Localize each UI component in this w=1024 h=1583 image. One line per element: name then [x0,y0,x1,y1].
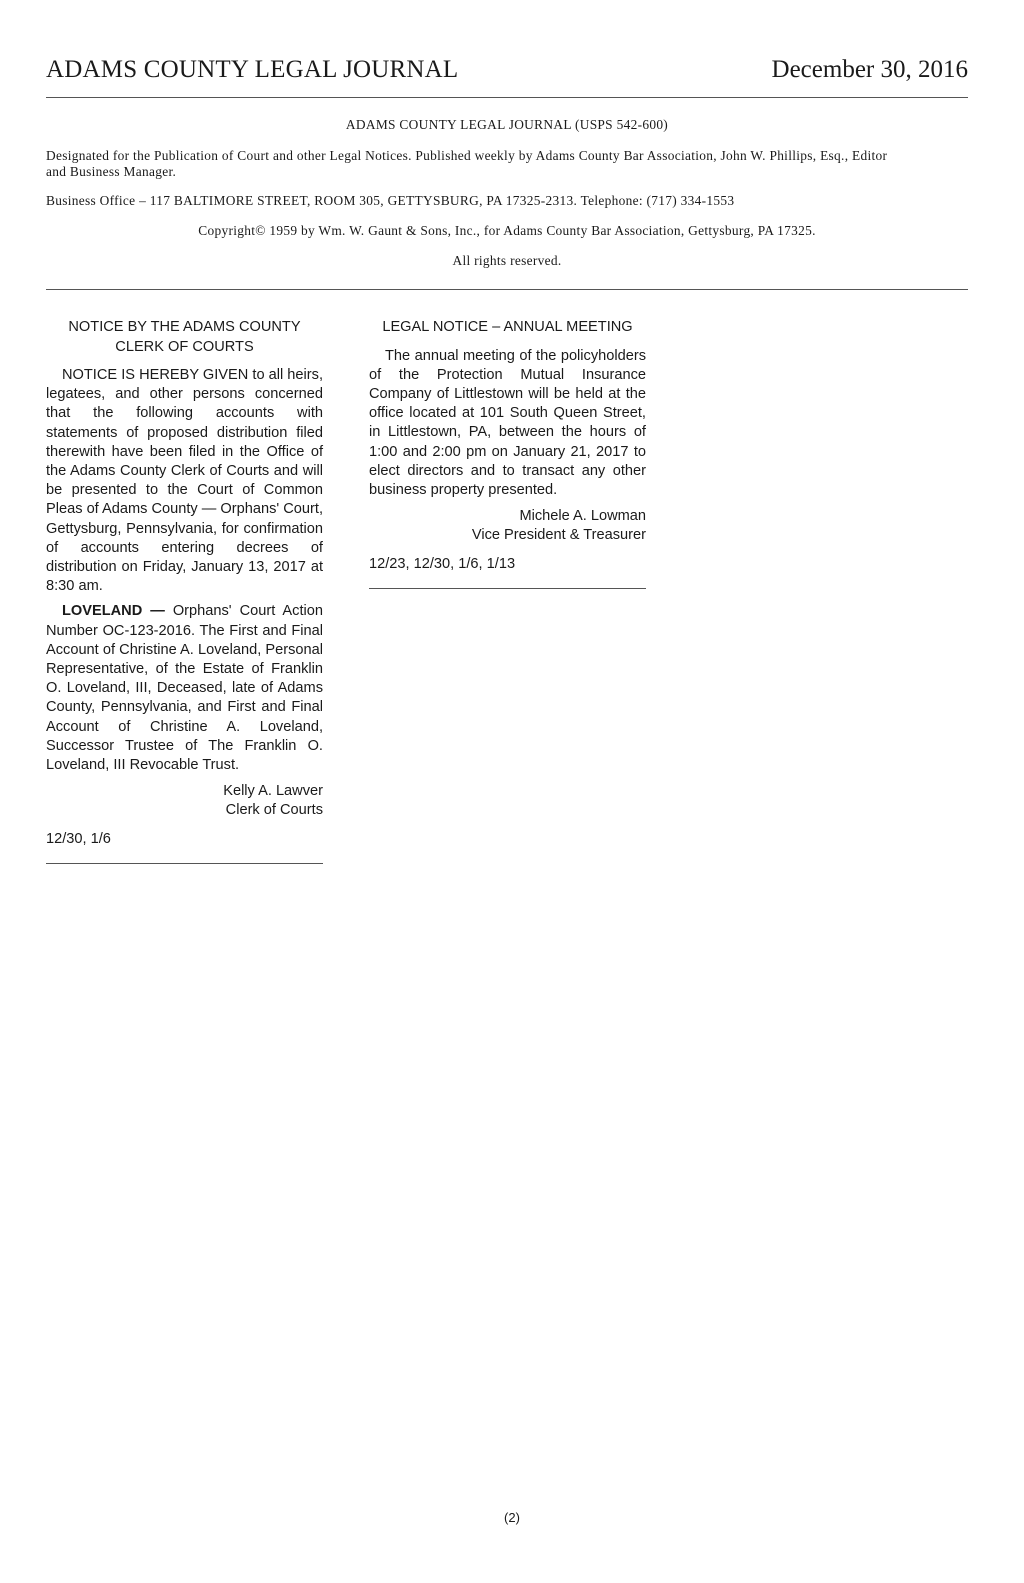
publication-description: Designated for the Publication of Court and other Legal Notices. Published weekly by Adams County Bar Association, John W. Phillips, Esq., Editor and Business Manager. [46,148,888,179]
journal-title: ADAMS COUNTY LEGAL JOURNAL [46,56,459,83]
notice-end-rule [46,863,323,864]
publication-dates: 12/23, 12/30, 1/6, 1/13 [369,555,516,572]
page-number: (2) [504,1510,520,1525]
signature-block [46,782,323,820]
header-divider [46,97,968,98]
signer-title: Clerk of Courts [225,802,323,819]
estate-name: LOVELAND — [62,603,165,620]
estate-text: Orphans' Court Action Number OC-123-2016. The First and Final Account of Christine A. Loveland, Personal Representative, of the Estate of Franklin O. Loveland, III, Deceased, late of Adams County, Pennsylvania, and First and Final Account of Christine A. Loveland, Successor Trustee of The Franklin O. Loveland, III Revocable Trust. [46,603,323,774]
notice-body: The annual meeting of the policyholders of the Protection Mutual Insurance Company of Littlestown will be held at the office located at 101 South Queen Street, in Littlestown, PA, between the hours of 1:00 and 2:00 pm on January 21, 2017 to elect directors and to transact any other business property presented. [369,347,646,498]
masthead-divider [46,289,968,290]
notice-heading [46,318,323,357]
publication-line: ADAMS COUNTY LEGAL JOURNAL (USPS 542-600) [345,117,669,132]
notice-heading-line1: NOTICE BY THE ADAMS COUNTY [68,319,301,335]
notice-heading-line2: CLERK OF COURTS [115,338,254,355]
publication-dates: 12/30, 1/6 [46,830,111,847]
notice-end-rule [369,588,646,589]
business-office-line: Business Office – 117 BALTIMORE STREET, ROOM 305, GETTYSBURG, PA 17325-2313. Telephone: (717) 334-1553 [46,193,735,208]
signature-block [369,507,646,545]
copyright-line: Copyright© 1959 by Wm. W. Gaunt & Sons, Inc., for Adams County Bar Association, Gettysburg, PA 17325. [198,223,816,238]
notice-heading: LEGAL NOTICE – ANNUAL MEETING [382,319,633,335]
clerk-of-courts-notice [46,318,323,864]
notice-body: NOTICE IS HEREBY GIVEN to all heirs, legatees, and other persons concerned that the following accounts with statements of proposed distribution filed therewith have been filed in the Office of the Adams County Clerk of Courts and will be presented to the Court of Common Pleas of Adams County — Orphans' Court, Gettysburg, Pennsylvania, for confirmation of accounts entering decrees of distribution on Friday, January 13, 2017 at 8:30 am. [46,367,323,595]
page-header [46,56,968,96]
signer-name: Michele A. Lowman [519,508,646,525]
signer-name: Kelly A. Lawver [223,783,323,800]
annual-meeting-notice [369,318,646,589]
estate-entry [46,602,323,775]
signer-title: Vice President & Treasurer [471,527,646,544]
rights-line: All rights reserved. [452,253,562,268]
issue-date: December 30, 2016 [771,56,968,83]
